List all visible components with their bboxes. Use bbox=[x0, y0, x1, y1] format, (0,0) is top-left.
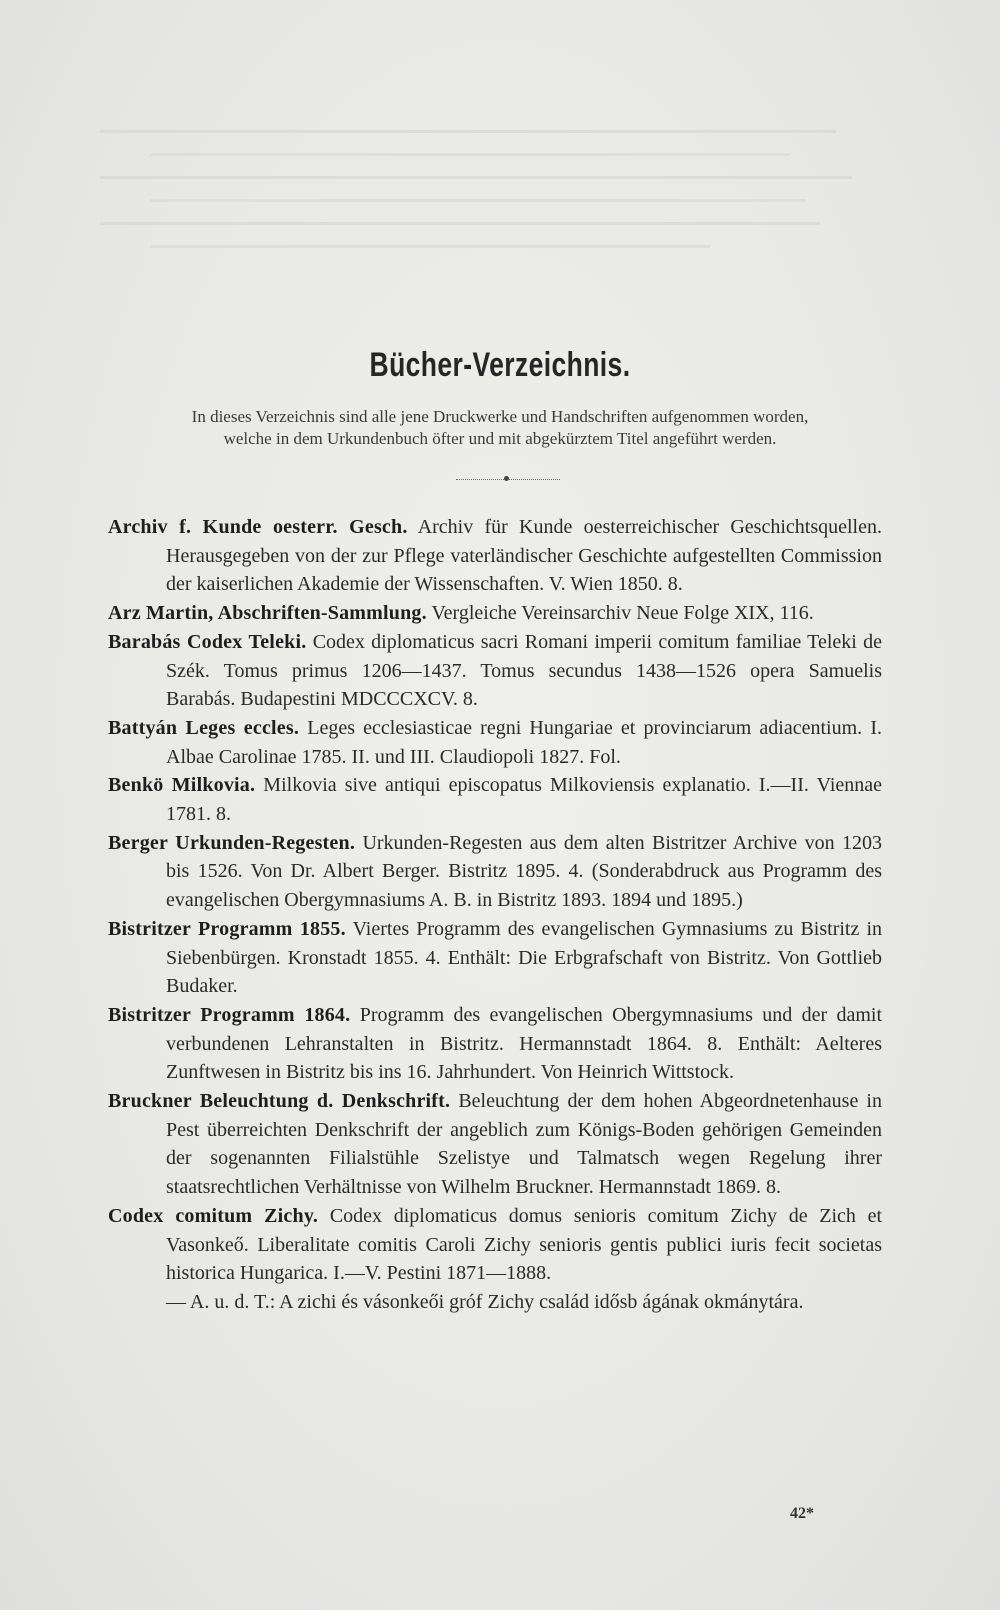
intro-line-1: In dieses Verzeichnis sind alle jene Druckwerke und Handschriften aufgenommen worden, bbox=[191, 407, 809, 426]
entry-abbreviation: Battyán Leges eccles. bbox=[108, 716, 300, 739]
bleed-through-lines bbox=[100, 110, 900, 340]
intro-line-2: welche in dem Urkundenbuch öfter und mit abgekürztem Titel angeführt werden. bbox=[223, 429, 777, 448]
entry-abbreviation: Archiv f. Kunde oesterr. Gesch. bbox=[108, 516, 408, 538]
entry-alternate-title: — A. u. d. T.: A zichi és vásonkeői gróf Zichy család idősb ágának okmánytára. bbox=[166, 1290, 804, 1313]
intro-text bbox=[108, 406, 892, 450]
entry-description: Viertes Programm des evangelischen Gymnasiums zu Bistritz in Siebenbürgen. Kronstadt 1855. 4. Enthält: Die Erbgrafschaft von Bistritz. Von Gottlieb Budaker. bbox=[166, 917, 883, 998]
bibliography-entry bbox=[108, 513, 882, 599]
entry-description: Codex diplomaticus sacri Romani imperii comitum familiae Teleki de Szék. Tomus primus 1206—1437. Tomus secundus 1438—1526 opera Samuelis Barabás. Budapestini MDCCCXCV. 8. bbox=[166, 630, 882, 711]
entry-description: Leges ecclesiasticae regni Hungariae et provinciarum adiacentium. I. Albae Carolinae 1785. II. und III. Claudiopoli 1827. Fol. bbox=[166, 716, 882, 768]
entry-abbreviation: Arz Martin, Abschriften-Sammlung. bbox=[108, 602, 427, 625]
bibliography-entry bbox=[108, 771, 882, 828]
bibliography-entry bbox=[108, 628, 882, 714]
entry-abbreviation: Bistritzer Programm 1855. bbox=[108, 917, 346, 940]
bibliography-list bbox=[108, 513, 882, 1317]
bibliography-entry bbox=[108, 915, 882, 1001]
entry-abbreviation: Barabás Codex Teleki. bbox=[108, 630, 307, 653]
entry-description: Milkovia sive antiqui episcopatus Milkoviensis explanatio. I.—II. Viennae 1781. 8. bbox=[166, 774, 883, 826]
entry-abbreviation: Berger Urkunden-Regesten. bbox=[108, 831, 356, 854]
entry-abbreviation: Codex comitum Zichy. bbox=[108, 1204, 319, 1227]
entry-description: Archiv für Kunde oesterreichischer Geschichtsquellen. Herausgegeben von der zur Pflege vaterländischer Geschichte aufgestellten Commission der kaiserlichen Akademie der Wissenschaften. V. Wien 1850. 8. bbox=[166, 516, 882, 596]
entry-abbreviation: Bistritzer Programm 1864. bbox=[108, 1003, 351, 1026]
bibliography-entry bbox=[108, 829, 882, 915]
bibliography-entry bbox=[108, 1001, 882, 1087]
bibliography-entry bbox=[108, 1202, 882, 1288]
entry-abbreviation: Bruckner Beleuchtung d. Denkschrift. bbox=[108, 1090, 451, 1113]
bibliography-entry bbox=[108, 714, 882, 771]
entry-description: Beleuchtung der dem hohen Abgeordnetenhause in Pest überreichten Denkschrift der angeblich zum Königs-Boden gehörigen Gemeinden der sogenannten Filialstühle Szelistye und Talmatsch wegen Regelung ihrer staatsrechtlichen Verhältnisse von Wilhelm Bruckner. Hermannstadt 1869. 8. bbox=[166, 1090, 882, 1199]
entry-description: Programm des evangelischen Obergymnasiums und der damit verbundenen Lehranstalten in Bistritz. Hermannstadt 1864. 8. Enthält: Aelteres Zunftwesen in Bistritz bis ins 16. Jahrhundert. Von Heinrich Wittstock. bbox=[166, 1003, 882, 1084]
entry-description: Codex diplomaticus domus senioris comitum Zichy de Zich et Vasonkeő. Liberalitate comitis Caroli Zichy senioris gentis publici iuris fecit societas historica Hungarica. I.—V. Pestini 1871—1888. bbox=[166, 1204, 883, 1285]
divider-ornament-dot bbox=[504, 476, 509, 481]
bibliography-entry bbox=[108, 599, 882, 628]
entry-description: Urkunden-Regesten aus dem alten Bistritzer Archive von 1203 bis 1526. Von Dr. Albert Berger. Bistritz 1895. 4. (Sonderabdruck aus Programm des evangelischen Obergymnasiums A. B. in Bistritz 1893. 1894 und 1895.) bbox=[166, 831, 882, 912]
page-title: Bücher-Verzeichnis. bbox=[369, 346, 631, 384]
entry-abbreviation: Benkö Milkovia. bbox=[108, 774, 256, 797]
page-number: 42* bbox=[790, 1505, 814, 1522]
bibliography-entry bbox=[108, 1087, 882, 1202]
entry-description: Vergleiche Vereinsarchiv Neue Folge XIX, 116. bbox=[431, 602, 814, 625]
